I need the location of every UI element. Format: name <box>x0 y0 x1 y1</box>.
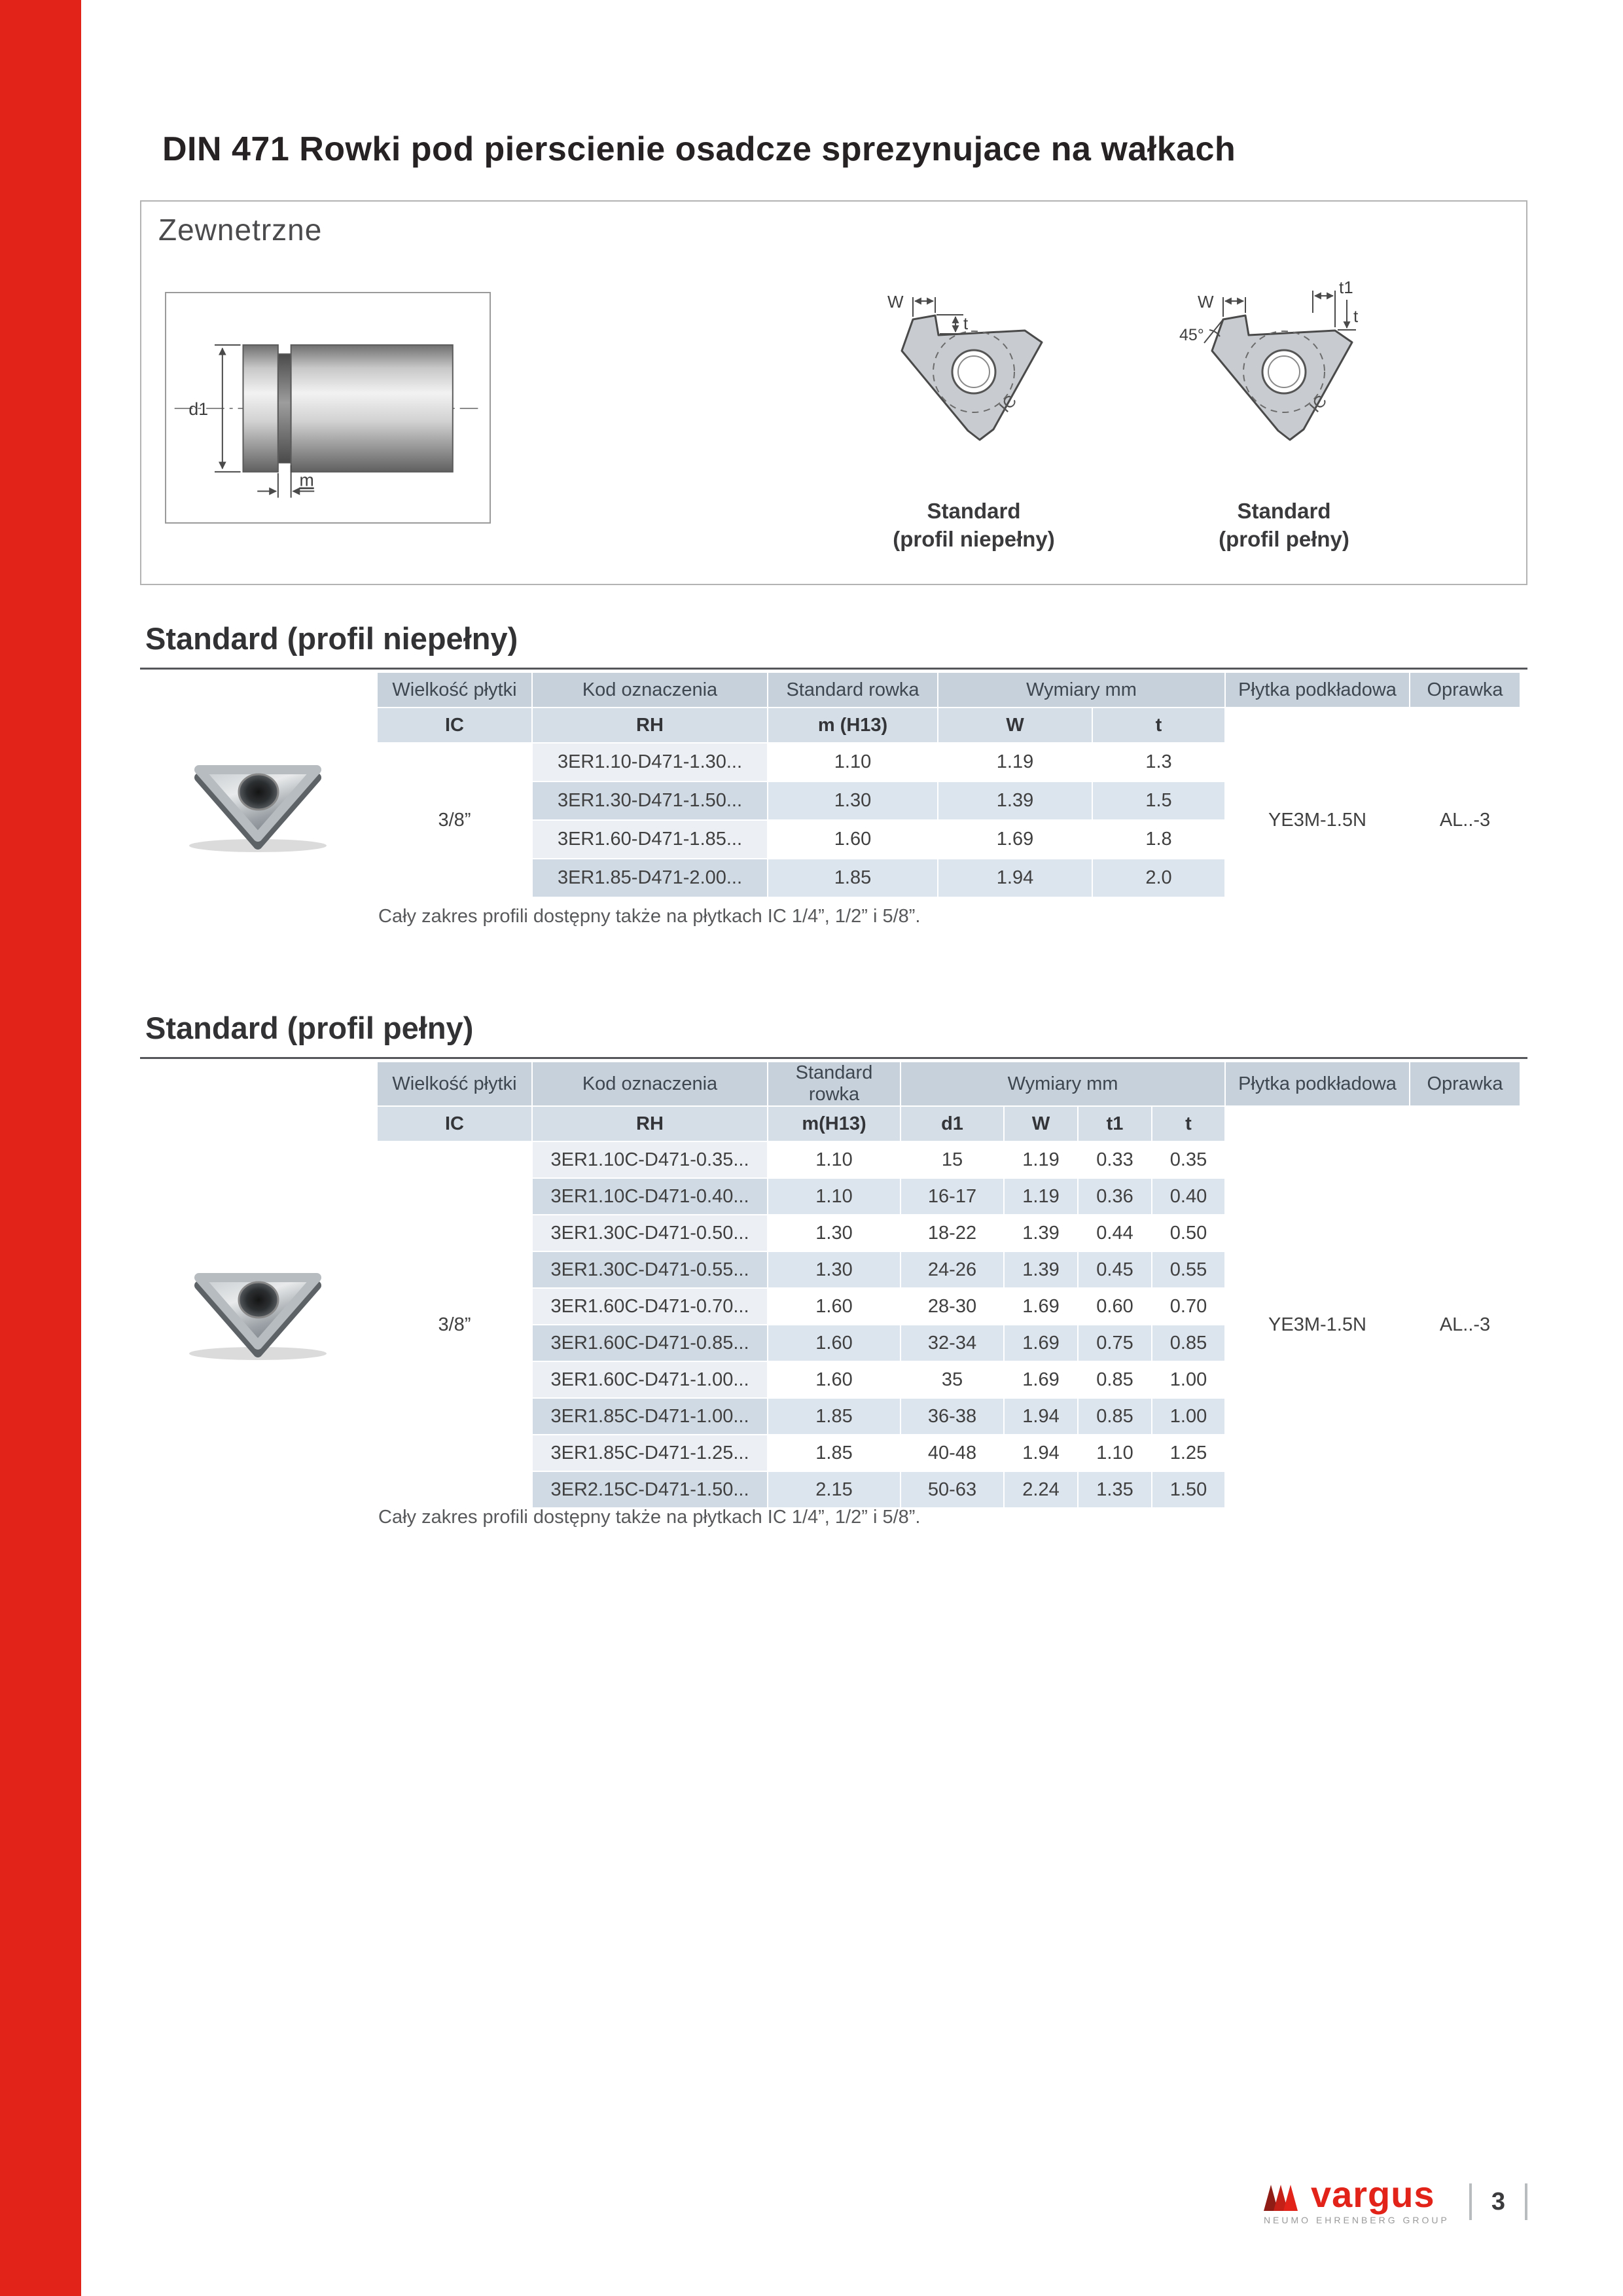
cell-w: 1.94 <box>938 859 1092 897</box>
dim-t1-label: t1 <box>1339 278 1353 297</box>
subheader-t: t <box>1092 708 1225 743</box>
cell-t: 1.8 <box>1092 820 1225 859</box>
cell-t: 2.0 <box>1092 859 1225 897</box>
cell-t: 1.50 <box>1152 1471 1225 1508</box>
cell-m: 1.60 <box>768 1288 901 1325</box>
cell-t: 0.70 <box>1152 1288 1225 1325</box>
cell-t: 1.00 <box>1152 1361 1225 1398</box>
cell-code: 3ER1.10C-D471-0.35... <box>532 1141 768 1178</box>
dim-t-label: t <box>963 314 969 333</box>
cell-m: 1.30 <box>768 1251 901 1288</box>
cell-code: 3ER1.30C-D471-0.55... <box>532 1251 768 1288</box>
cell-t1: 1.10 <box>1078 1435 1152 1471</box>
insert-full-svg <box>1166 267 1402 483</box>
dim-w-label: W <box>887 292 904 312</box>
cell-w: 1.69 <box>938 820 1092 859</box>
cell-t: 0.55 <box>1152 1251 1225 1288</box>
dim-d1-label: d1 <box>188 399 209 419</box>
cell-shim-value: YE3M-1.5N <box>1225 1141 1410 1508</box>
subheader-t: t <box>1152 1106 1225 1141</box>
header-size: Wielkość płytki <box>377 1062 532 1106</box>
vargus-logo-icon <box>1264 2181 1306 2211</box>
cell-t1: 0.45 <box>1078 1251 1152 1288</box>
cell-w: 1.19 <box>938 743 1092 781</box>
cell-t1: 1.35 <box>1078 1471 1152 1508</box>
shaft-groove-svg <box>166 293 490 522</box>
table-row <box>377 1141 1520 1178</box>
cell-w: 1.69 <box>1004 1361 1078 1398</box>
header-holder: Oprawka <box>1410 672 1520 708</box>
header-groove: Standard rowka <box>768 672 938 708</box>
header-groove: Standard rowka <box>768 1062 901 1106</box>
page-number: 3 <box>1491 2187 1505 2215</box>
cell-w: 1.19 <box>1004 1141 1078 1178</box>
table-subheader-row <box>377 708 1520 743</box>
table-header-row <box>377 1062 1520 1106</box>
dim-t-label: t <box>1353 306 1359 326</box>
subheader-rh: RH <box>532 1106 768 1141</box>
header-holder: Oprawka <box>1410 1062 1520 1106</box>
cell-t1: 0.44 <box>1078 1215 1152 1251</box>
cell-w: 1.69 <box>1004 1325 1078 1361</box>
header-dims: Wymiary mm <box>901 1062 1225 1106</box>
cell-d1: 40-48 <box>901 1435 1004 1471</box>
table-profil-pelny <box>376 1061 1521 1509</box>
cell-t1: 0.85 <box>1078 1361 1152 1398</box>
external-grooves-figure-box <box>140 200 1527 585</box>
cell-d1: 24-26 <box>901 1251 1004 1288</box>
cell-t: 0.40 <box>1152 1178 1225 1215</box>
brand-subtitle: NEUMO EHRENBERG GROUP <box>1263 2215 1450 2226</box>
cell-t1: 0.33 <box>1078 1141 1152 1178</box>
shaft-body <box>291 345 453 472</box>
cell-m: 1.10 <box>768 1178 901 1215</box>
section-rule <box>140 668 1527 670</box>
subheader-t1: t1 <box>1078 1106 1152 1141</box>
cell-m: 1.85 <box>768 859 938 897</box>
section-heading-full: Standard (profil pełny) <box>145 1011 474 1045</box>
cell-t: 1.25 <box>1152 1435 1225 1471</box>
cell-d1: 18-22 <box>901 1215 1004 1251</box>
cell-code: 3ER1.30-D471-1.50... <box>532 781 768 820</box>
cell-t1: 0.75 <box>1078 1325 1152 1361</box>
cell-code: 3ER1.85C-D471-1.00... <box>532 1398 768 1435</box>
cell-t: 1.00 <box>1152 1398 1225 1435</box>
cell-code: 3ER1.85-D471-2.00... <box>532 859 768 897</box>
dim-ic-label: IC <box>995 391 1021 416</box>
dim-w-label: W <box>1198 292 1214 312</box>
dim-ic-label: IC <box>1306 391 1331 416</box>
cell-d1: 36-38 <box>901 1398 1004 1435</box>
page-title: DIN 471 Rowki pod pierscienie osadcze sprezynujace na wałkach <box>162 130 1236 168</box>
cell-code: 3ER1.10C-D471-0.40... <box>532 1178 768 1215</box>
cell-m: 1.60 <box>768 820 938 859</box>
cell-holder-value: AL..-3 <box>1410 743 1520 897</box>
cell-code: 3ER1.60C-D471-0.70... <box>532 1288 768 1325</box>
subheader-ic: IC <box>377 708 532 743</box>
cell-ic-value: 3/8” <box>377 743 532 897</box>
cell-code: 3ER1.60C-D471-1.00... <box>532 1361 768 1398</box>
figure-box-label: Zewnetrzne <box>158 213 323 247</box>
table-subheader-row <box>377 1106 1520 1141</box>
cell-m: 2.15 <box>768 1471 901 1508</box>
subheader-ic: IC <box>377 1106 532 1141</box>
header-code: Kod oznaczenia <box>532 672 768 708</box>
footer-separator <box>1525 2183 1527 2220</box>
cell-m: 1.60 <box>768 1361 901 1398</box>
shaft-groove-drawing <box>165 292 491 524</box>
cell-w: 1.39 <box>938 781 1092 820</box>
subheader-blank <box>1225 1106 1410 1141</box>
cell-w: 2.24 <box>1004 1471 1078 1508</box>
header-size: Wielkość płytki <box>377 672 532 708</box>
cell-w: 1.39 <box>1004 1215 1078 1251</box>
cell-t1: 0.36 <box>1078 1178 1152 1215</box>
cell-ic-value: 3/8” <box>377 1141 532 1508</box>
header-code: Kod oznaczenia <box>532 1062 768 1106</box>
shaft-stub <box>243 345 277 472</box>
cell-w: 1.69 <box>1004 1288 1078 1325</box>
cell-t1: 0.60 <box>1078 1288 1152 1325</box>
subheader-w: W <box>938 708 1092 743</box>
vargus-logo <box>1263 2174 1450 2226</box>
subheader-d1: d1 <box>901 1106 1004 1141</box>
cell-m: 1.10 <box>768 743 938 781</box>
cell-d1: 16-17 <box>901 1178 1004 1215</box>
cell-w: 1.39 <box>1004 1251 1078 1288</box>
insert-full-caption: Standard (profil pełny) <box>1219 499 1349 551</box>
cell-t: 0.50 <box>1152 1215 1225 1251</box>
cell-w: 1.94 <box>1004 1435 1078 1471</box>
insert-photo-partial <box>169 737 347 855</box>
section-heading-partial: Standard (profil niepełny) <box>145 621 518 656</box>
cell-t: 0.35 <box>1152 1141 1225 1178</box>
cell-d1: 50-63 <box>901 1471 1004 1508</box>
cell-d1: 35 <box>901 1361 1004 1398</box>
insert-photo-full <box>169 1245 347 1363</box>
brand-name: vargus <box>1310 2174 1435 2215</box>
footer-separator <box>1469 2183 1472 2220</box>
cell-m: 1.30 <box>768 1215 901 1251</box>
dim-m-label: m <box>299 470 314 490</box>
cell-code: 3ER2.15C-D471-1.50... <box>532 1471 768 1508</box>
subheader-rh: RH <box>532 708 768 743</box>
cell-m: 1.85 <box>768 1435 901 1471</box>
dim-angle-label: 45° <box>1179 326 1204 344</box>
cell-code: 3ER1.60-D471-1.85... <box>532 820 768 859</box>
shaft-groove <box>278 354 291 463</box>
insert-diagram-partial-profile <box>849 267 1098 554</box>
cell-t: 0.85 <box>1152 1325 1225 1361</box>
cell-d1: 32-34 <box>901 1325 1004 1361</box>
header-dims: Wymiary mm <box>938 672 1225 708</box>
cell-code: 3ER1.30C-D471-0.50... <box>532 1215 768 1251</box>
cell-w: 1.94 <box>1004 1398 1078 1435</box>
cell-code: 3ER1.60C-D471-0.85... <box>532 1325 768 1361</box>
subheader-blank <box>1225 708 1410 743</box>
cell-t: 1.3 <box>1092 743 1225 781</box>
cell-t1: 0.85 <box>1078 1398 1152 1435</box>
table-row <box>377 743 1520 781</box>
table-profil-niepelny <box>376 672 1521 898</box>
header-shim: Płytka podkładowa <box>1225 1062 1410 1106</box>
cell-d1: 15 <box>901 1141 1004 1178</box>
insert-partial-svg <box>856 267 1092 483</box>
subheader-m: m(H13) <box>768 1106 901 1141</box>
cell-m: 1.85 <box>768 1398 901 1435</box>
cell-shim-value: YE3M-1.5N <box>1225 743 1410 897</box>
cell-t: 1.5 <box>1092 781 1225 820</box>
section-rule <box>140 1057 1527 1059</box>
cell-m: 1.10 <box>768 1141 901 1178</box>
cell-code: 3ER1.85C-D471-1.25... <box>532 1435 768 1471</box>
cell-w: 1.19 <box>1004 1178 1078 1215</box>
left-accent-bar <box>0 0 81 2296</box>
subheader-blank <box>1410 708 1520 743</box>
table-header-row <box>377 672 1520 708</box>
subheader-w: W <box>1004 1106 1078 1141</box>
subheader-m: m (H13) <box>768 708 938 743</box>
insert-partial-caption: Standard (profil niepełny) <box>893 499 1055 551</box>
cell-d1: 28-30 <box>901 1288 1004 1325</box>
subheader-blank <box>1410 1106 1520 1141</box>
header-shim: Płytka podkładowa <box>1225 672 1410 708</box>
table-note: Cały zakres profili dostępny także na płytkach IC 1/4”, 1/2” i 5/8”. <box>378 906 921 927</box>
page-footer <box>1263 2174 1527 2226</box>
cell-code: 3ER1.10-D471-1.30... <box>532 743 768 781</box>
cell-holder-value: AL..-3 <box>1410 1141 1520 1508</box>
cell-m: 1.60 <box>768 1325 901 1361</box>
cell-m: 1.30 <box>768 781 938 820</box>
insert-diagram-full-profile <box>1160 267 1408 554</box>
table-note: Cały zakres profili dostępny także na płytkach IC 1/4”, 1/2” i 5/8”. <box>378 1507 921 1528</box>
